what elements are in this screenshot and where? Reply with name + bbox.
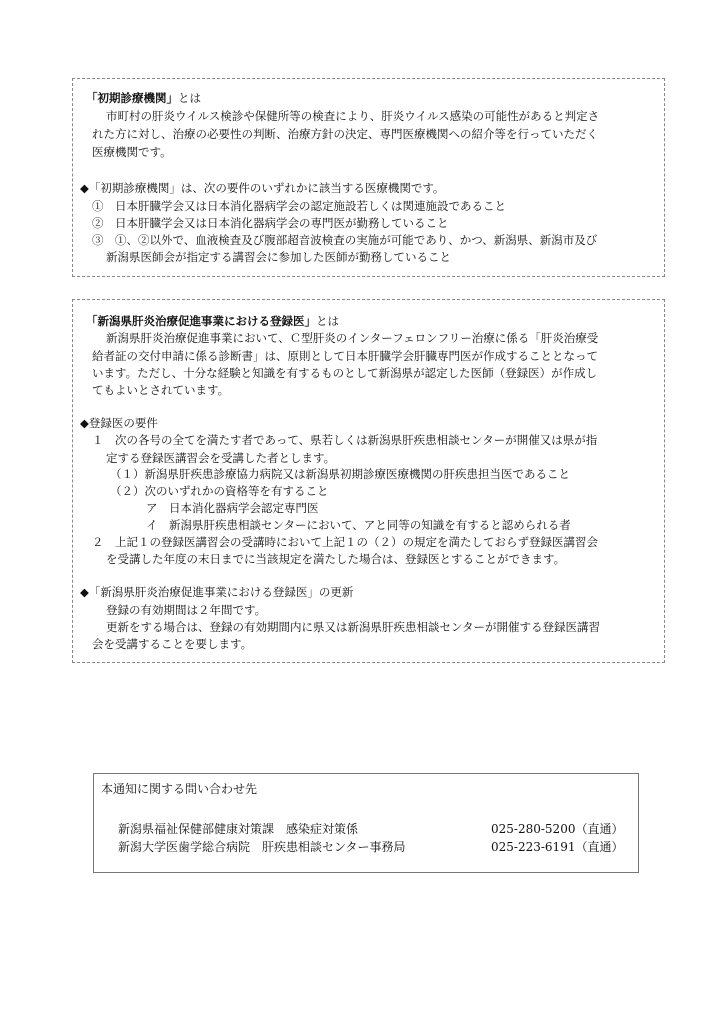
box2-para-line: てもよいとされています。 [92, 383, 230, 397]
box2-req1-line: １ 次の各号の全てを満たす者であって、県若しくは新潟県肝疾患相談センターが開催又は県が指 [92, 433, 598, 447]
box1-para-line: 市町村の肝炎ウイルス検診や保健所等の検査により、肝炎ウイルス感染の可能性があると判定さ [106, 109, 600, 123]
box1-heading-suffix: とは [178, 91, 201, 105]
box1-para-line: れた方に対し、治療の必要性の判断、治療方針の決定、専門医療機関への紹介等を行っていただく [92, 127, 598, 141]
box2-req2-line: を受講した年度の末日までに当該規定を満たした場合は、登録医とすることができます。 [106, 552, 566, 566]
box2-req1-line: 定する登録医講習会を受講した者とします。 [106, 451, 336, 465]
box1-requirement-item: ① 日本肝臓学会又は日本消化器病学会の認定施設若しくは関連施設であること [92, 199, 506, 213]
contact-tel: 025-280-5200（直通） [491, 822, 624, 836]
box1-requirement-item: 新潟県医師会が指定する講習会に参加した医師が勤務していること [106, 250, 451, 264]
box1-requirement-item: ③ ①、②以外で、血液検査及び腹部超音波検査の実施が可能であり、かつ、新潟県、新潟市及び [92, 233, 598, 247]
box2-para-line: 新潟県肝炎治療促進事業において、Ｃ型肝炎のインターフェロンフリー治療に係る「肝炎治療受 [106, 331, 599, 345]
contact-org: 新潟県福祉保健部健康対策課 感染症対策係 [118, 822, 359, 836]
box2-para-line: 給者証の交付申請に係る診断書」は、原則として日本肝臓学会肝臓専門医が作成することとなって [92, 349, 598, 363]
box2-req1-sub-item: （２）次のいずれかの資格等を有すること [110, 484, 329, 498]
box1-requirement-item: ② 日本肝臓学会又は日本消化器病学会の専門医が勤務していること [92, 216, 449, 230]
box2-heading [86, 314, 339, 329]
box2-renew-heading: ◆「新潟県肝炎治療促進事業における登録医」の更新 [80, 585, 354, 599]
box2-renew-line: 登録の有効期間は２年間です。 [106, 603, 267, 617]
box2-req1-sub2-item: イ 新潟県肝疾患相談センターにおいて、アと同等の知識を有すると認められる者 [146, 518, 571, 532]
contact-tel: 025-223-6191（直通） [491, 840, 624, 854]
contact-org: 新潟大学医歯学総合病院 肝疾患相談センター事務局 [118, 840, 406, 854]
box2-heading-suffix: とは [316, 314, 339, 328]
contact-heading: 本通知に関する問い合わせ先 [101, 782, 258, 796]
box2-heading-term: 「新潟県肝炎治療促進事業における登録医」 [86, 314, 316, 328]
box2-req1-sub2-item: ア 日本消化器病学会認定専門医 [146, 501, 319, 515]
box2-renew-line: 会を受講することを要します。 [92, 637, 253, 651]
box2-req1-sub-item: （１）新潟県肝疾患診療協力病院又は新潟県初期診療医療機関の肝疾患担当医であること [110, 467, 570, 481]
box1-heading-term: 「初期診療機関」 [86, 91, 178, 105]
box2-renew-line: 更新をする場合は、登録の有効期間内に県又は新潟県肝疾患相談センターが開催する登録医講習 [106, 620, 601, 634]
box2-requirement-heading: ◆登録医の要件 [80, 416, 158, 430]
box2-para-line: います。ただし、十分な経験と知識を有するものとして新潟県が認定した医師（登録医）が作成し [92, 366, 598, 380]
box1-para-line: 医療機関です。 [92, 145, 172, 159]
box2-req2-line: ２ 上記１の登録医講習会の受講時において上記１の（２）の規定を満たしておらず登録医講習会 [92, 535, 598, 549]
box1-requirement-heading: ◆「初期診療機関」は、次の要件のいずれかに該当する医療機関です。 [80, 181, 445, 195]
box1-heading [86, 91, 201, 106]
